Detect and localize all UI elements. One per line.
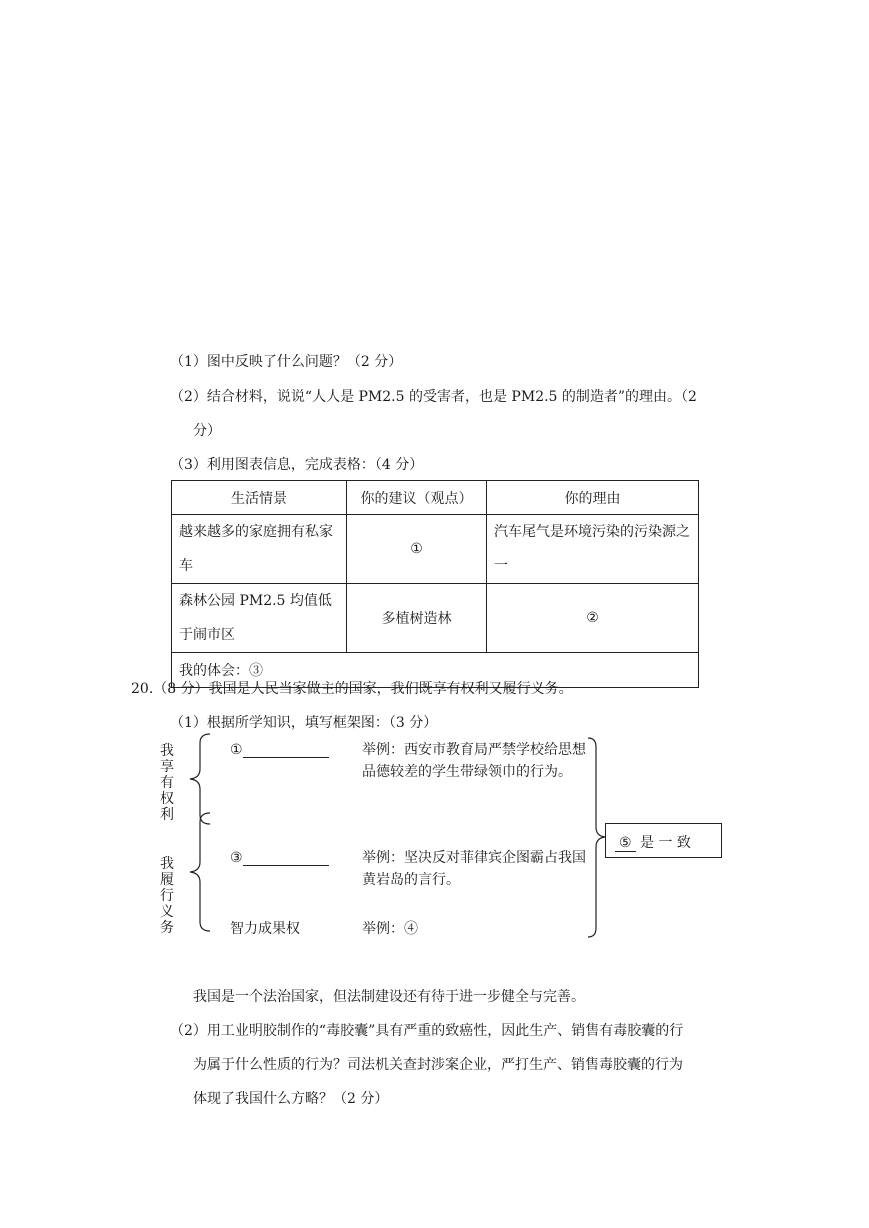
q20-intro: 20.（8 分）我国是人民当家做主的国家，我们既享有权利又履行义务。 [131, 681, 573, 697]
table-footer-cell: 我的体会：③ [172, 653, 699, 688]
result-box-content [615, 832, 691, 852]
item-1-blank [243, 743, 329, 758]
q20-sub1: （1）根据所学知识，填写框架图：（3 分） [170, 715, 438, 731]
table-header-cell: 你的理由 [487, 481, 699, 515]
example-1: 举例：西安市教育局严禁学校给思想品德较差的学生带绿领巾的行为。 [362, 742, 586, 780]
example-3: 举例：坚决反对菲律宾企图霸占我国黄岩岛的言行。 [362, 850, 586, 888]
q20-statement: 我国是一个法治国家，但法制建设还有待于进一步健全与完善。 [193, 989, 585, 1005]
item-ip: 智力成果权 [230, 921, 300, 937]
table-cell: ② [487, 584, 699, 653]
rights-label: 我享有权利 [160, 743, 174, 823]
table-header-cell: 你的建议（观点） [347, 481, 487, 515]
item-1 [230, 742, 329, 758]
q19-sub3: （3）利用图表信息，完成表格：（4 分） [170, 457, 424, 473]
table-cell: 汽车尾气是环境污染的污染源之一 [487, 515, 699, 584]
item-3-mark: ③ [230, 850, 243, 866]
table-row [172, 515, 699, 584]
table-cell: 多植树造林 [347, 584, 487, 653]
duties-brace [186, 812, 212, 932]
item-3 [230, 850, 329, 866]
item-1-mark: ① [230, 742, 243, 758]
duties-label: 我履行义务 [160, 856, 174, 936]
example-4: 举例：④ [362, 921, 418, 937]
q19-sub2-line1: （2）结合材料，说说“人人是 PM2.5 的受害者，也是 PM2.5 的制造者”的理由。（2 [170, 389, 697, 405]
q20-sub2-line1: （2）用工业明胶制作的“毒胶囊”具有严重的致癌性，因此生产、销售有毒胶囊的行 [170, 1023, 684, 1039]
result-box-text: 是 一 致 [640, 835, 691, 851]
result-box-blank: ⑤ [615, 835, 636, 852]
info-table [171, 480, 699, 688]
table-row [172, 584, 699, 653]
result-box [605, 823, 722, 858]
q19-sub2-line2: 分） [193, 423, 221, 439]
table-header-row [172, 481, 699, 515]
q20-sub2-line2: 为属于什么性质的行为？司法机关查封涉案企业，严打生产、销售毒胶囊的行为 [193, 1057, 683, 1073]
table-cell: ① [347, 515, 487, 584]
q19-sub1: （1）图中反映了什么问题？（2 分） [170, 354, 403, 370]
table-header-cell: 生活情景 [172, 481, 347, 515]
table-cell: 森林公园 PM2.5 均值低于闹市区 [172, 584, 347, 653]
item-3-blank [243, 851, 329, 866]
q20-sub2-line3: 体现了我国什么方略？（2 分） [193, 1091, 389, 1107]
table-cell: 越来越多的家庭拥有私家车 [172, 515, 347, 584]
